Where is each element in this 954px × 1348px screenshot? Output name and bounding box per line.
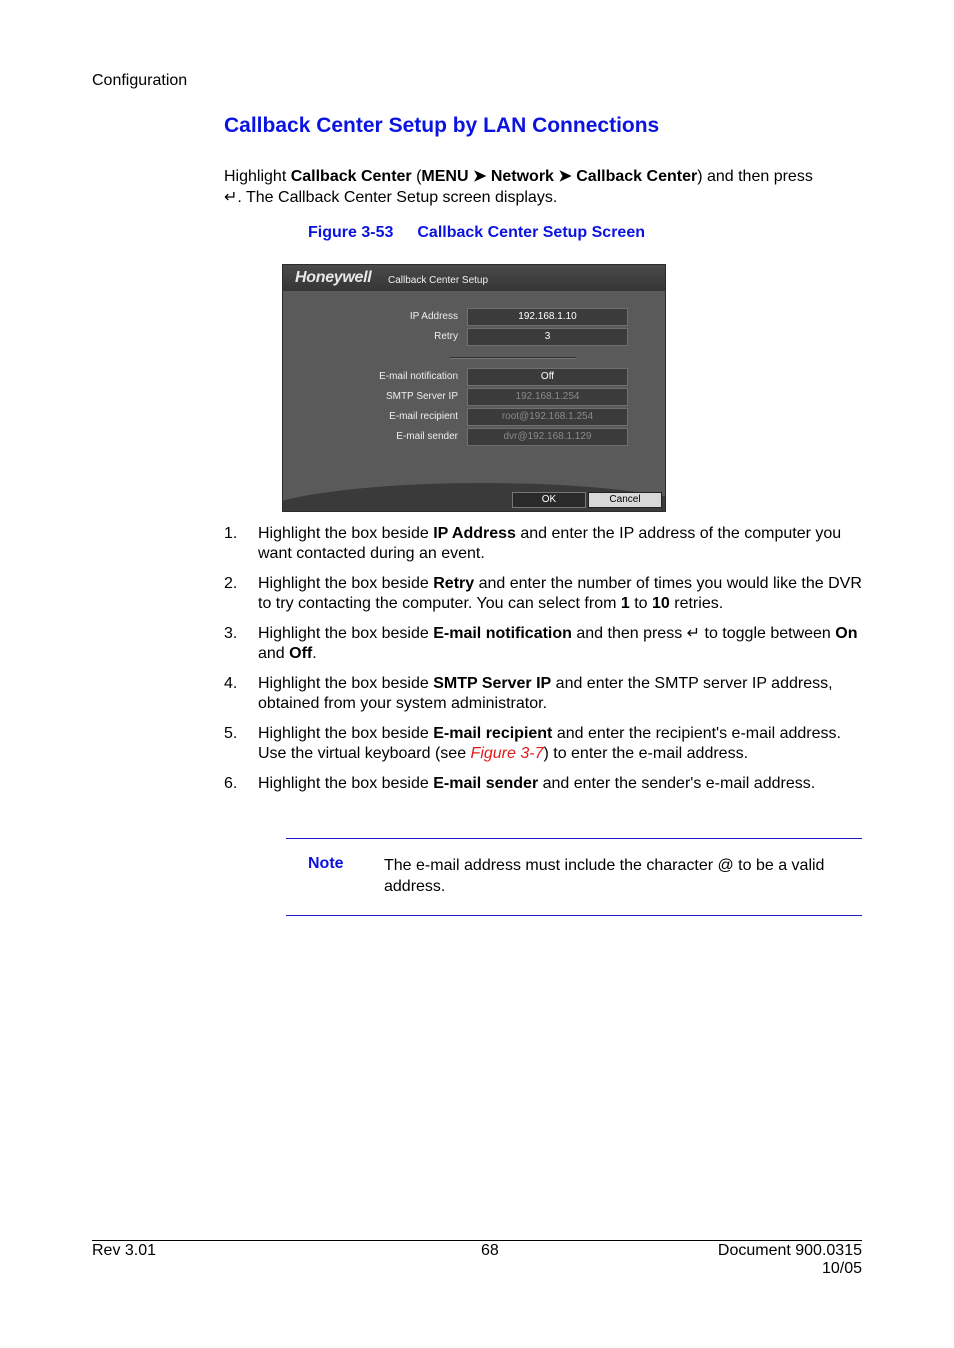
note-bottom-rule <box>286 915 862 916</box>
retry-field[interactable]: 3 <box>467 328 628 346</box>
note-text: The e-mail address must include the character @ to be a valid address. <box>384 857 825 895</box>
dvr-row-email-notification: E-mail notification Off <box>283 368 665 386</box>
dvr-titlebar <box>283 265 665 291</box>
dvr-row-retry: Retry 3 <box>283 328 665 346</box>
footer-rule <box>92 1240 862 1241</box>
dvr-row-email-recipient: E-mail recipient root@192.168.1.254 <box>283 408 665 426</box>
footer-document: Document 900.0315 10/05 <box>717 1242 862 1277</box>
list-item: 5. Highlight the box beside E-mail recipient and enter the recipient's e-mail address. Use the virtual keyboard (see Figure 3-7) to enter the e-mail address. <box>224 725 841 762</box>
dvr-row-email-sender: E-mail sender dvr@192.168.1.129 <box>283 428 665 446</box>
list-item: 4. Highlight the box beside SMTP Server IP and enter the SMTP server IP address, obtained from your system administrator. <box>224 675 833 712</box>
email-recipient-field[interactable]: root@192.168.1.254 <box>467 408 628 426</box>
ok-button[interactable]: OK <box>512 492 586 508</box>
honeywell-logo: Honeywell <box>295 269 372 286</box>
section-title: Callback Center Setup by LAN Connections <box>224 114 660 137</box>
enter-key-icon: ↵ <box>224 189 238 206</box>
email-notification-field[interactable]: Off <box>467 368 628 386</box>
intro-paragraph: Highlight Callback Center (MENU ➤ Network ➤ Callback Center) and then press ↵. The Callback Center Setup screen displays. <box>224 168 813 206</box>
cancel-button[interactable]: Cancel <box>588 492 662 508</box>
footer-revision: Rev 3.01 <box>92 1242 157 1259</box>
dvr-row-smtp-server-ip: SMTP Server IP 192.168.1.254 <box>283 388 665 406</box>
email-sender-field[interactable]: dvr@192.168.1.129 <box>467 428 628 446</box>
figure-number: Figure 3-53 <box>308 224 394 241</box>
list-item: 3. Highlight the box beside E-mail notification and then press ↵ to toggle between On and Off. <box>224 625 858 662</box>
figure-caption <box>308 224 645 242</box>
footer-page-number: 68 <box>481 1242 499 1259</box>
figure-title: Callback Center Setup Screen <box>417 224 645 241</box>
dvr-screenshot <box>282 264 666 512</box>
enter-key-icon: ↵ <box>686 625 701 642</box>
figure-link[interactable]: Figure 3-7 <box>470 745 544 762</box>
smtp-server-ip-field[interactable]: 192.168.1.254 <box>467 388 628 406</box>
note-top-rule <box>286 838 862 839</box>
ip-address-field[interactable]: 192.168.1.10 <box>467 308 628 326</box>
dvr-row-ip-address: IP Address 192.168.1.10 <box>283 308 665 326</box>
list-item: 2. Highlight the box beside Retry and enter the number of times you would like the DVR to try contacting the computer. You can select from 1 to 10 retries. <box>224 575 862 612</box>
dvr-separator <box>450 357 576 359</box>
list-item: 1. Highlight the box beside IP Address and enter the IP address of the computer you want contacted during an event. <box>224 525 842 562</box>
running-header: Configuration <box>92 72 188 89</box>
dvr-window-title: Callback Center Setup <box>388 275 489 286</box>
steps-list <box>224 524 864 804</box>
list-item: 6. Highlight the box beside E-mail sender and enter the sender's e-mail address. <box>224 775 816 792</box>
note-label: Note <box>308 855 344 872</box>
